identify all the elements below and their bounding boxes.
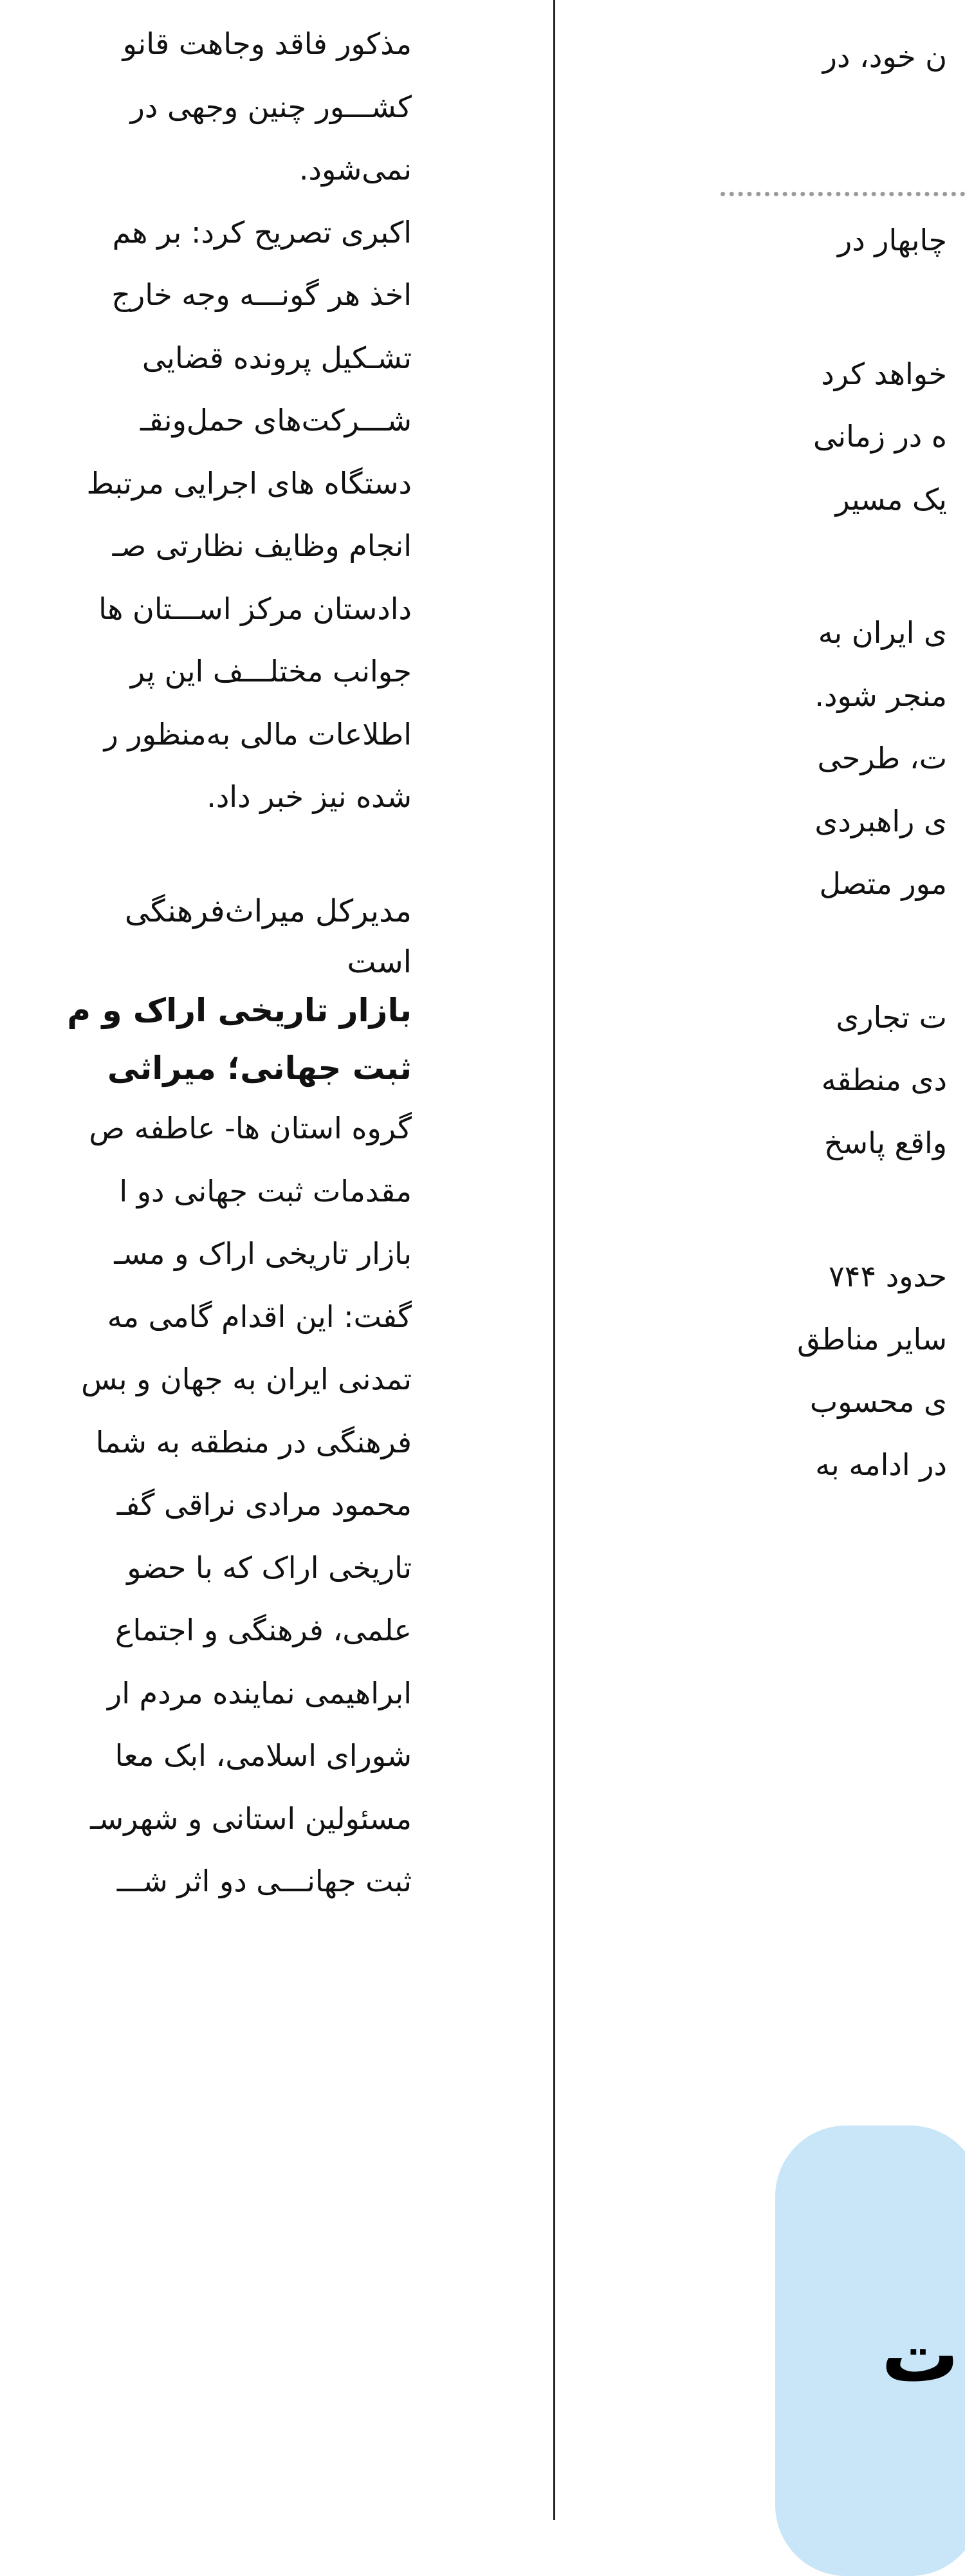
subheading: مدیرکل میراث‌فرهنگی <box>124 893 412 929</box>
right-line: ت تجاری <box>836 999 947 1035</box>
right-line: سایر مناطق <box>797 1321 947 1357</box>
body-line: دستگاه های اجرایی مرتبط <box>86 465 412 501</box>
body-line: اخذ هر گونـــه وجه خارج <box>111 277 412 312</box>
headline: بازار تاریخی اراک و م <box>67 992 412 1029</box>
right-line: حدود ۷۴۴ <box>828 1259 947 1293</box>
body-line: مسئولین استانی و شهرسـ <box>90 1801 412 1836</box>
right-line: چابهار در <box>837 223 947 257</box>
right-line: منجر شود. <box>814 678 947 713</box>
body-line: مقدمات ثبت جهانی دو ا <box>119 1173 412 1209</box>
body-line: دادستان مرکز اســـتان ها <box>98 591 412 626</box>
right-line: ه در زمانی <box>813 419 947 454</box>
right-line: دی منطقه <box>821 1062 947 1097</box>
body-line: گفت: این اقدام گامی مه <box>107 1299 412 1334</box>
body-line: کشـــور چنین وجهی در <box>130 89 412 124</box>
body-line: اطلاعات مالی به‌منظور ر <box>104 716 412 752</box>
body-line: اکبری تصریح کرد: بر هم <box>112 214 412 250</box>
body-line: تاریخی اراک که با حضو <box>127 1550 412 1585</box>
body-line: نمی‌شود. <box>299 152 412 187</box>
body-line: شورای اسلامی، ابک معا <box>115 1738 412 1773</box>
right-line: در ادامه به <box>815 1447 947 1482</box>
body-line: ابراهیمی نماینده مردم ار <box>107 1675 412 1710</box>
right-line: ی ایران به <box>818 615 947 650</box>
right-line: مور متصل <box>819 866 947 901</box>
headline: ثبت جهانی؛ میراثی <box>107 1050 412 1087</box>
body-line: فرهنگی در منطقه به شما <box>95 1424 412 1459</box>
right-column <box>715 26 947 1496</box>
column-divider <box>553 0 555 2520</box>
right-line: خواهد کرد <box>821 356 947 391</box>
body-line: محمود مرادی نراقی گفـ <box>116 1487 412 1522</box>
body-line: جوانب مختلـــف این پر <box>130 654 412 689</box>
body-line: انجام وظایف نظارتی صـ <box>112 528 412 563</box>
right-line: ی محسوب <box>809 1384 947 1419</box>
body-line: بازار تاریخی اراک و مسـ <box>114 1236 412 1271</box>
body-line: تمدنی ایران به جهان و بس <box>81 1362 412 1396</box>
right-line: ت، طرحی <box>817 741 947 775</box>
body-line: ثبت جهانـــی دو اثر شـــ <box>116 1864 412 1898</box>
right-line: ی راهبردی <box>814 803 947 839</box>
body-line: مذکور فاقد وجاهت قانو <box>122 26 412 61</box>
right-line: واقع پاسخ <box>823 1125 947 1160</box>
body-line: شده نیز خبر داد. <box>207 779 412 814</box>
subheading: است <box>347 944 412 980</box>
right-line: یک مسیر <box>835 481 947 517</box>
box-headline-fragment: ت <box>881 2310 959 2400</box>
body-line: تشـکیل پرونده قضایی <box>142 340 412 375</box>
left-column <box>0 13 412 1913</box>
body-line: علمی، فرهنگی و اجتماع <box>115 1613 412 1647</box>
right-top-line: ن خود، در <box>822 39 947 74</box>
body-line: شـــرکت‌های حمل‌ونقـ <box>140 403 412 438</box>
body-line: گروه استان ها- عاطفه ص <box>89 1111 412 1145</box>
